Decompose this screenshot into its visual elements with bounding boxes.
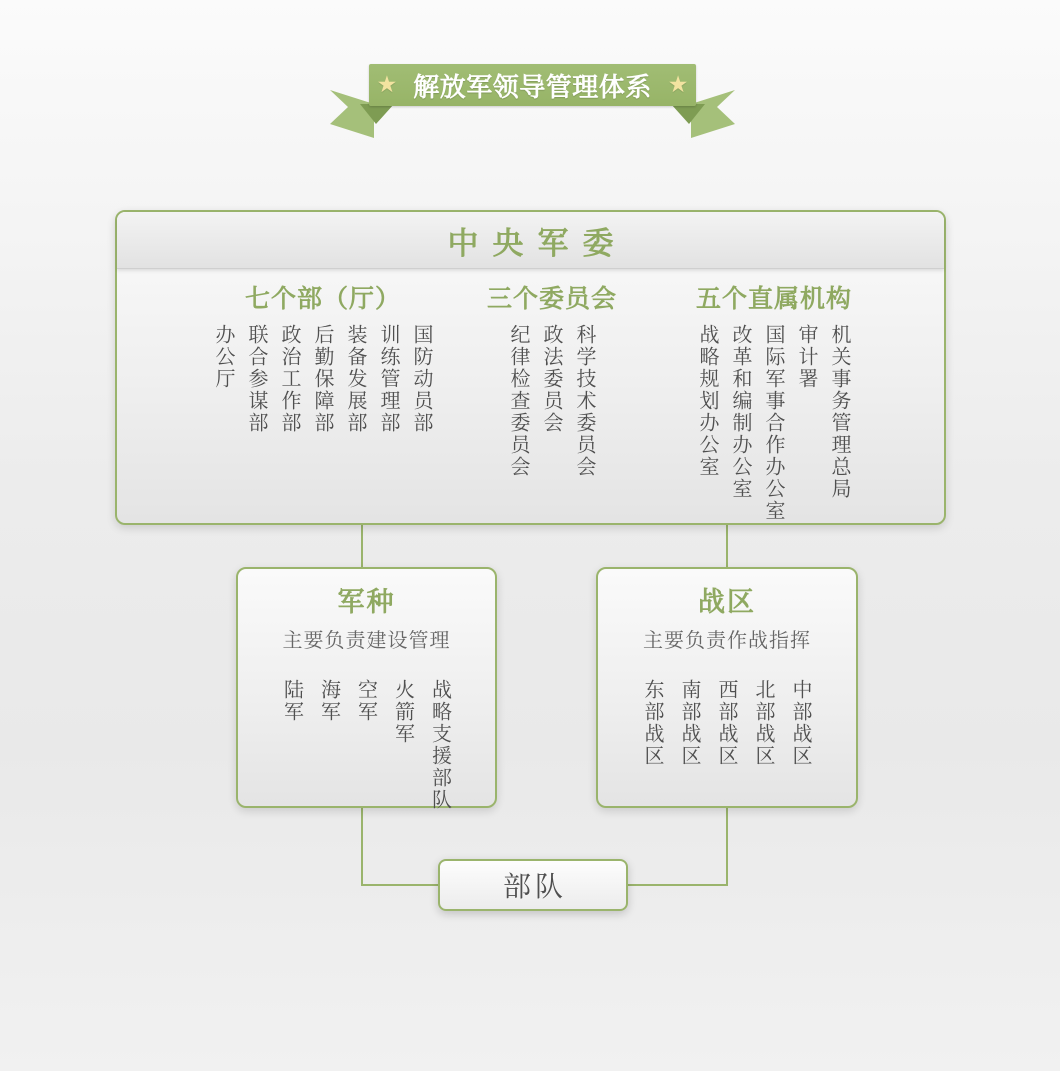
troops-box [438,859,628,911]
org-item: 战略规划办公室 [695,324,720,478]
service-item: 火箭军 [391,679,416,745]
theaters-box [596,567,858,808]
theater-item: 西部战区 [715,679,739,767]
services-title: 军种 [337,587,396,618]
org-item: 训练管理部 [377,324,401,434]
star-icon: ★ [376,71,398,98]
org-item: 科学技术委员会 [572,324,597,478]
services-box [236,567,497,811]
connector-services-to-troops [361,884,440,886]
org-item: 政法委员会 [539,324,564,434]
cmc-title: 中央军委 [447,225,628,262]
connector-cmc-to-services [361,525,363,569]
org-item: 后勤保障部 [311,324,335,434]
connector-services-down [361,806,363,886]
org-item: 国防动员部 [410,324,434,434]
org-item: 办公厅 [212,324,236,390]
connector-cmc-to-theaters [726,525,728,569]
connector-theaters-down [726,806,728,886]
section-committees-header: 三个委员会 [486,284,618,313]
cmc-box [115,210,946,525]
theaters-list [598,679,856,767]
org-item: 国际军事合作办公室 [761,324,786,522]
org-item: 装备发展部 [344,324,368,434]
section-committees-list [487,324,617,478]
cmc-body [117,269,944,525]
service-item: 战略支援部队 [428,679,453,811]
theater-item: 东部战区 [641,679,665,767]
cmc-header [117,212,944,269]
theaters-subtitle: 主要负责作战指挥 [643,628,811,652]
section-departments-list [214,324,432,434]
star-icon: ★ [667,71,689,98]
org-item: 联合参谋部 [245,324,269,434]
theater-item: 北部战区 [752,679,776,767]
org-item: 审计署 [794,324,819,390]
service-item: 空军 [354,679,379,723]
theater-item: 南部战区 [678,679,702,767]
service-item: 陆军 [280,679,305,723]
services-list [238,679,495,811]
services-subtitle: 主要负责建设管理 [282,628,451,652]
theaters-title: 战区 [698,587,756,618]
section-departments-header: 七个部（厅） [244,284,401,313]
banner-ribbon [369,64,696,106]
service-item: 海军 [317,679,342,723]
section-departments [214,279,432,434]
ribbon-tail-right [691,90,735,138]
banner-title: 解放军领导管理体系 [413,72,652,103]
org-item: 机关事务管理总局 [827,324,852,500]
theater-item: 中部战区 [789,679,813,767]
troops-label: 部队 [502,870,567,903]
org-item: 改革和编制办公室 [728,324,753,500]
org-item: 政治工作部 [278,324,302,434]
section-organs-header: 五个直属机构 [695,284,853,313]
org-item: 纪律检查委员会 [506,324,531,478]
section-organs [696,279,852,522]
ribbon-tail-left [330,90,374,138]
section-committees [487,279,617,478]
section-organs-list [696,324,852,522]
connector-theaters-to-troops [626,884,728,886]
